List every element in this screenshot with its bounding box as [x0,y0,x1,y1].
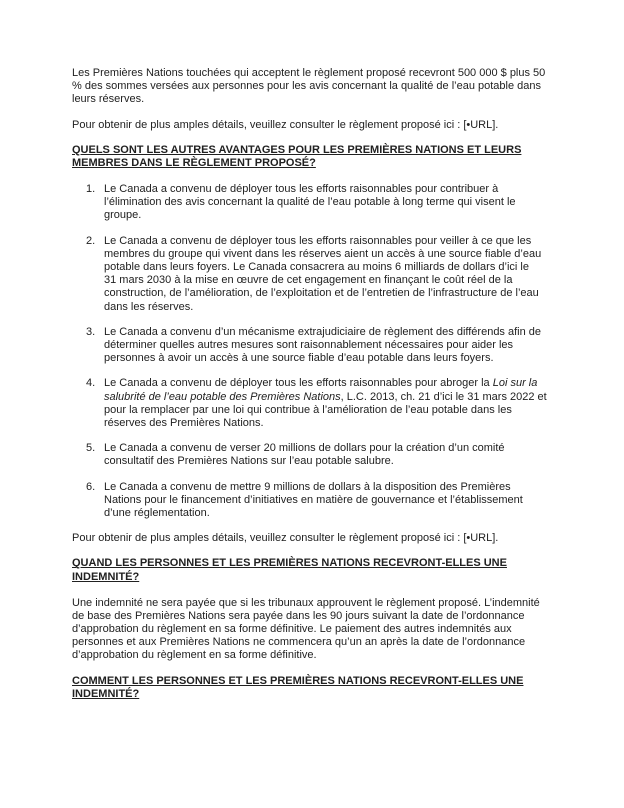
benefits-list [72,183,550,520]
list-item-3 [72,326,550,366]
heading-quand-indemnite-text: QUAND LES PERSONNES ET LES PREMIÈRES NATIONS RECEVRONT-ELLES UNE INDEMNITÉ? [72,557,507,584]
heading-quand-indemnite [72,557,550,584]
paragraph-indemnite-paiement: Une indemnité ne sera payée que si les tribunaux approuvent le règlement proposé. L’indemnité de base des Premières Nations sera payée dans les 90 jours suivant la date de l’ordonnance d’approbation du règlement en sa forme définitive. Le paiement des autres indemnités aux personnes et aux Premières Nations ne commencera qu’un an après la date de l’ordonnance d’approbation du règlement en sa forme définitive. [72,596,540,662]
list-item-number: 2. [86,234,96,247]
paragraph-consult-reglement-1: Pour obtenir de plus amples détails, veuillez consulter le règlement proposé ici : [•URL]. [72,118,499,131]
list-item-text-before: Le Canada a convenu de déployer tous les efforts raisonnables pour abroger la [104,377,493,390]
list-item-text: Le Canada a convenu de mettre 9 millions de dollars à la disposition des Premières Nations pour le financement d’initiatives en matière de gouvernance et l’établissement d’une réglementation. [104,480,523,520]
heading-avantages [72,144,550,171]
list-item-text: Le Canada a convenu de déployer tous les efforts raisonnables pour contribuer à l’élimination des avis concernant la qualité de l’eau potable à long terme qui visent le groupe. [104,183,516,222]
list-item-number: 1. [86,183,96,195]
list-item-text: Le Canada a convenu d’un mécanisme extrajudiciaire de règlement des différends afin de déterminer quelles autres mesures sont raisonnablement nécessaires pour aider les personnes à avoir un accès à une source fiable d’eau potable dans leurs foyers. [104,325,542,365]
list-item-6 [72,481,550,521]
list-item-4 [72,377,550,430]
list-item-text: Le Canada a convenu de déployer tous les efforts raisonnables pour veiller à ce que les membres du groupe qui vivent dans les réserves aient un accès à une source fiable d’eau potable dans leurs foyers. Le Canada consacrera au moins 6 milliards de dollars d’ici le 31 mars 2030 à la mise en œuvre de cet engagement en finançant le coût réel de la construction, de l’amélioration, de l’exploitation et de l’entretien de l’infrastructure de l’eau dans les réserves. [104,234,542,313]
law-title-italic: Loi sur la salubrité de l’eau potable des Premières Nations [104,377,538,403]
list-item-1 [72,183,550,223]
list-item-text: Le Canada a convenu de verser 20 millions de dollars pour la création d’un comité consultatif des Premières Nations sur l’eau potable salubre. [104,442,505,468]
list-item-2 [72,235,550,314]
heading-comment-indemnite [72,675,550,702]
list-item-number: 6. [86,480,96,493]
list-item-number: 4. [86,377,96,390]
paragraph-settlement-amount: Les Premières Nations touchées qui acceptent le règlement proposé recevront 500 000 $ plus 50 % des sommes versées aux personnes pour les avis concernant la qualité de l’eau potable dans leurs réserves. [72,67,546,106]
document-body [72,67,550,714]
heading-comment-indemnite-text: COMMENT LES PERSONNES ET LES PREMIÈRES NATIONS RECEVRONT-ELLES UNE INDEMNITÉ? [72,674,524,701]
heading-avantages-text: QUELS SONT LES AUTRES AVANTAGES POUR LES PREMIÈRES NATIONS ET LEURS MEMBRES DANS LE RÈGLEMENT PROPOSÉ? [72,143,522,170]
list-item-number: 5. [86,442,96,455]
list-item-text-after: , L.C. 2013, ch. 21 d’ici le 31 mars 2022 et pour la remplacer par une loi qui contribue à l’amélioration de l’eau potable dans les réserves des Premières Nations. [104,390,547,430]
list-item-5 [72,442,550,468]
paragraph-consult-reglement-2: Pour obtenir de plus amples détails, veuillez consulter le règlement proposé ici : [•URL]. [72,532,499,545]
list-item-number: 3. [86,325,96,338]
